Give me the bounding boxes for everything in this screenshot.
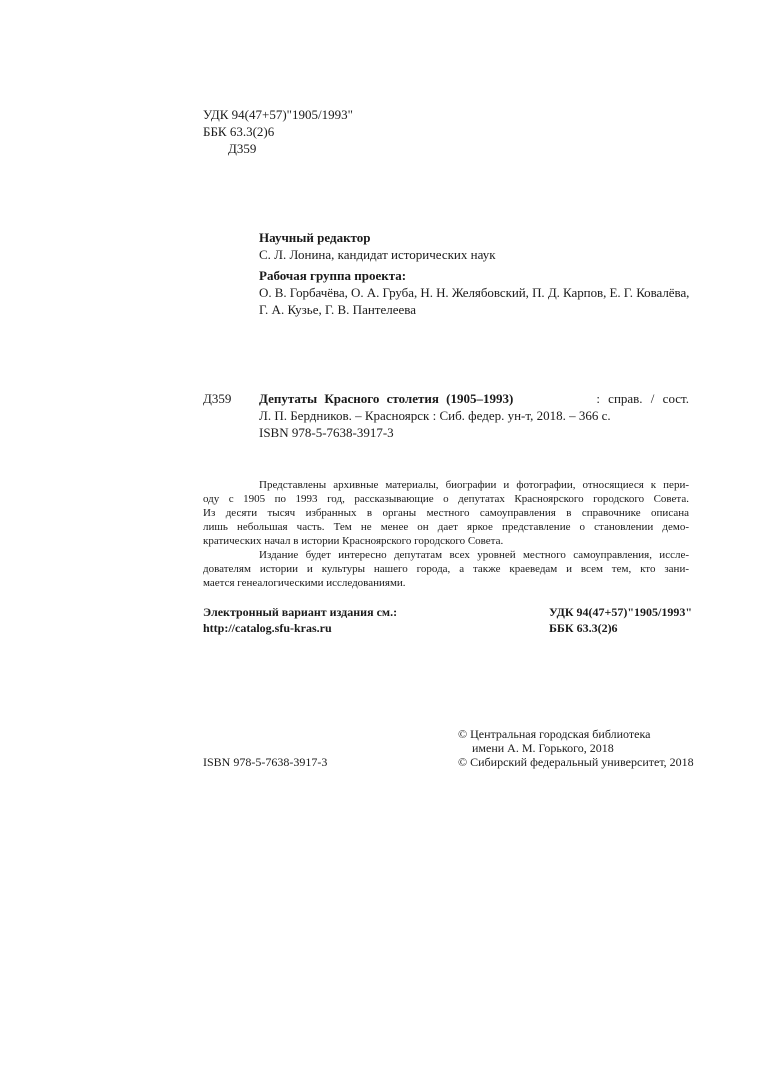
electronic-version-label: Электронный вариант издания см.: bbox=[203, 605, 398, 619]
annotation-line: дователям истории и культуры нашего города, а также краеведам и всем тем, кто зани- bbox=[203, 563, 689, 575]
author-mark: Д359 bbox=[228, 141, 257, 156]
bibliographic-line1 bbox=[259, 391, 689, 407]
bbk-code: ББК 63.3(2)6 bbox=[203, 124, 275, 139]
annotation-line: лишь небольшая часть. Тем не менее он дает яркое представление о становлении демо- bbox=[203, 521, 689, 533]
annotation-line: Представлены архивные материалы, биографии и фотографии, относящиеся к пери- bbox=[259, 479, 689, 491]
working-group-members-line2: Г. А. Кузье, Г. В. Пантелеева bbox=[259, 302, 417, 317]
book-title-rest: : справ. / сост. bbox=[596, 391, 689, 406]
annotation-line: мается генеалогическими исследованиями. bbox=[203, 577, 406, 589]
bibliographic-line2: Л. П. Бердников. – Красноярск : Сиб. федер. ун-т, 2018. – 366 с. bbox=[259, 408, 611, 423]
isbn-bottom: ISBN 978-5-7638-3917-3 bbox=[203, 755, 328, 769]
editor-name: С. Л. Лонина, кандидат исторических наук bbox=[259, 247, 496, 262]
udk-code-bottom: УДК 94(47+57)"1905/1993" bbox=[549, 605, 693, 619]
copyright-library: © Центральная городская библиотека bbox=[458, 727, 651, 741]
annotation-line: оду с 1905 по 1993 год, рассказывающие о депутатах Красноярского городского Совета. bbox=[203, 493, 689, 505]
bbk-code-bottom: ББК 63.3(2)6 bbox=[549, 621, 618, 635]
udk-code: УДК 94(47+57)"1905/1993" bbox=[203, 107, 353, 122]
annotation-line: Из десяти тысяч избранных в органы местного самоуправления в справочнике описана bbox=[203, 507, 689, 519]
copyright-library-name: имени А. М. Горького, 2018 bbox=[472, 741, 614, 755]
copyright-university: © Сибирский федеральный университет, 2018 bbox=[458, 755, 694, 769]
annotation bbox=[203, 478, 689, 590]
editor-heading: Научный редактор bbox=[259, 230, 371, 245]
working-group-heading: Рабочая группа проекта: bbox=[259, 268, 407, 283]
annotation-line: кратических начал в истории Красноярского городского Совета. bbox=[203, 535, 504, 547]
annotation-line: Издание будет интересно депутатам всех уровней местного самоуправления, иссле- bbox=[259, 549, 689, 561]
book-title: Депутаты Красного столетия (1905–1993) bbox=[259, 391, 514, 406]
bibliographic-isbn: ISBN 978-5-7638-3917-3 bbox=[259, 425, 394, 440]
electronic-version-url: http://catalog.sfu-kras.ru bbox=[203, 621, 332, 635]
working-group-members-line1: О. В. Горбачёва, О. А. Груба, Н. Н. Желябовский, П. Д. Карпов, Е. Г. Ковалёва, bbox=[259, 285, 690, 300]
bibliographic-mark: Д359 bbox=[203, 391, 232, 406]
